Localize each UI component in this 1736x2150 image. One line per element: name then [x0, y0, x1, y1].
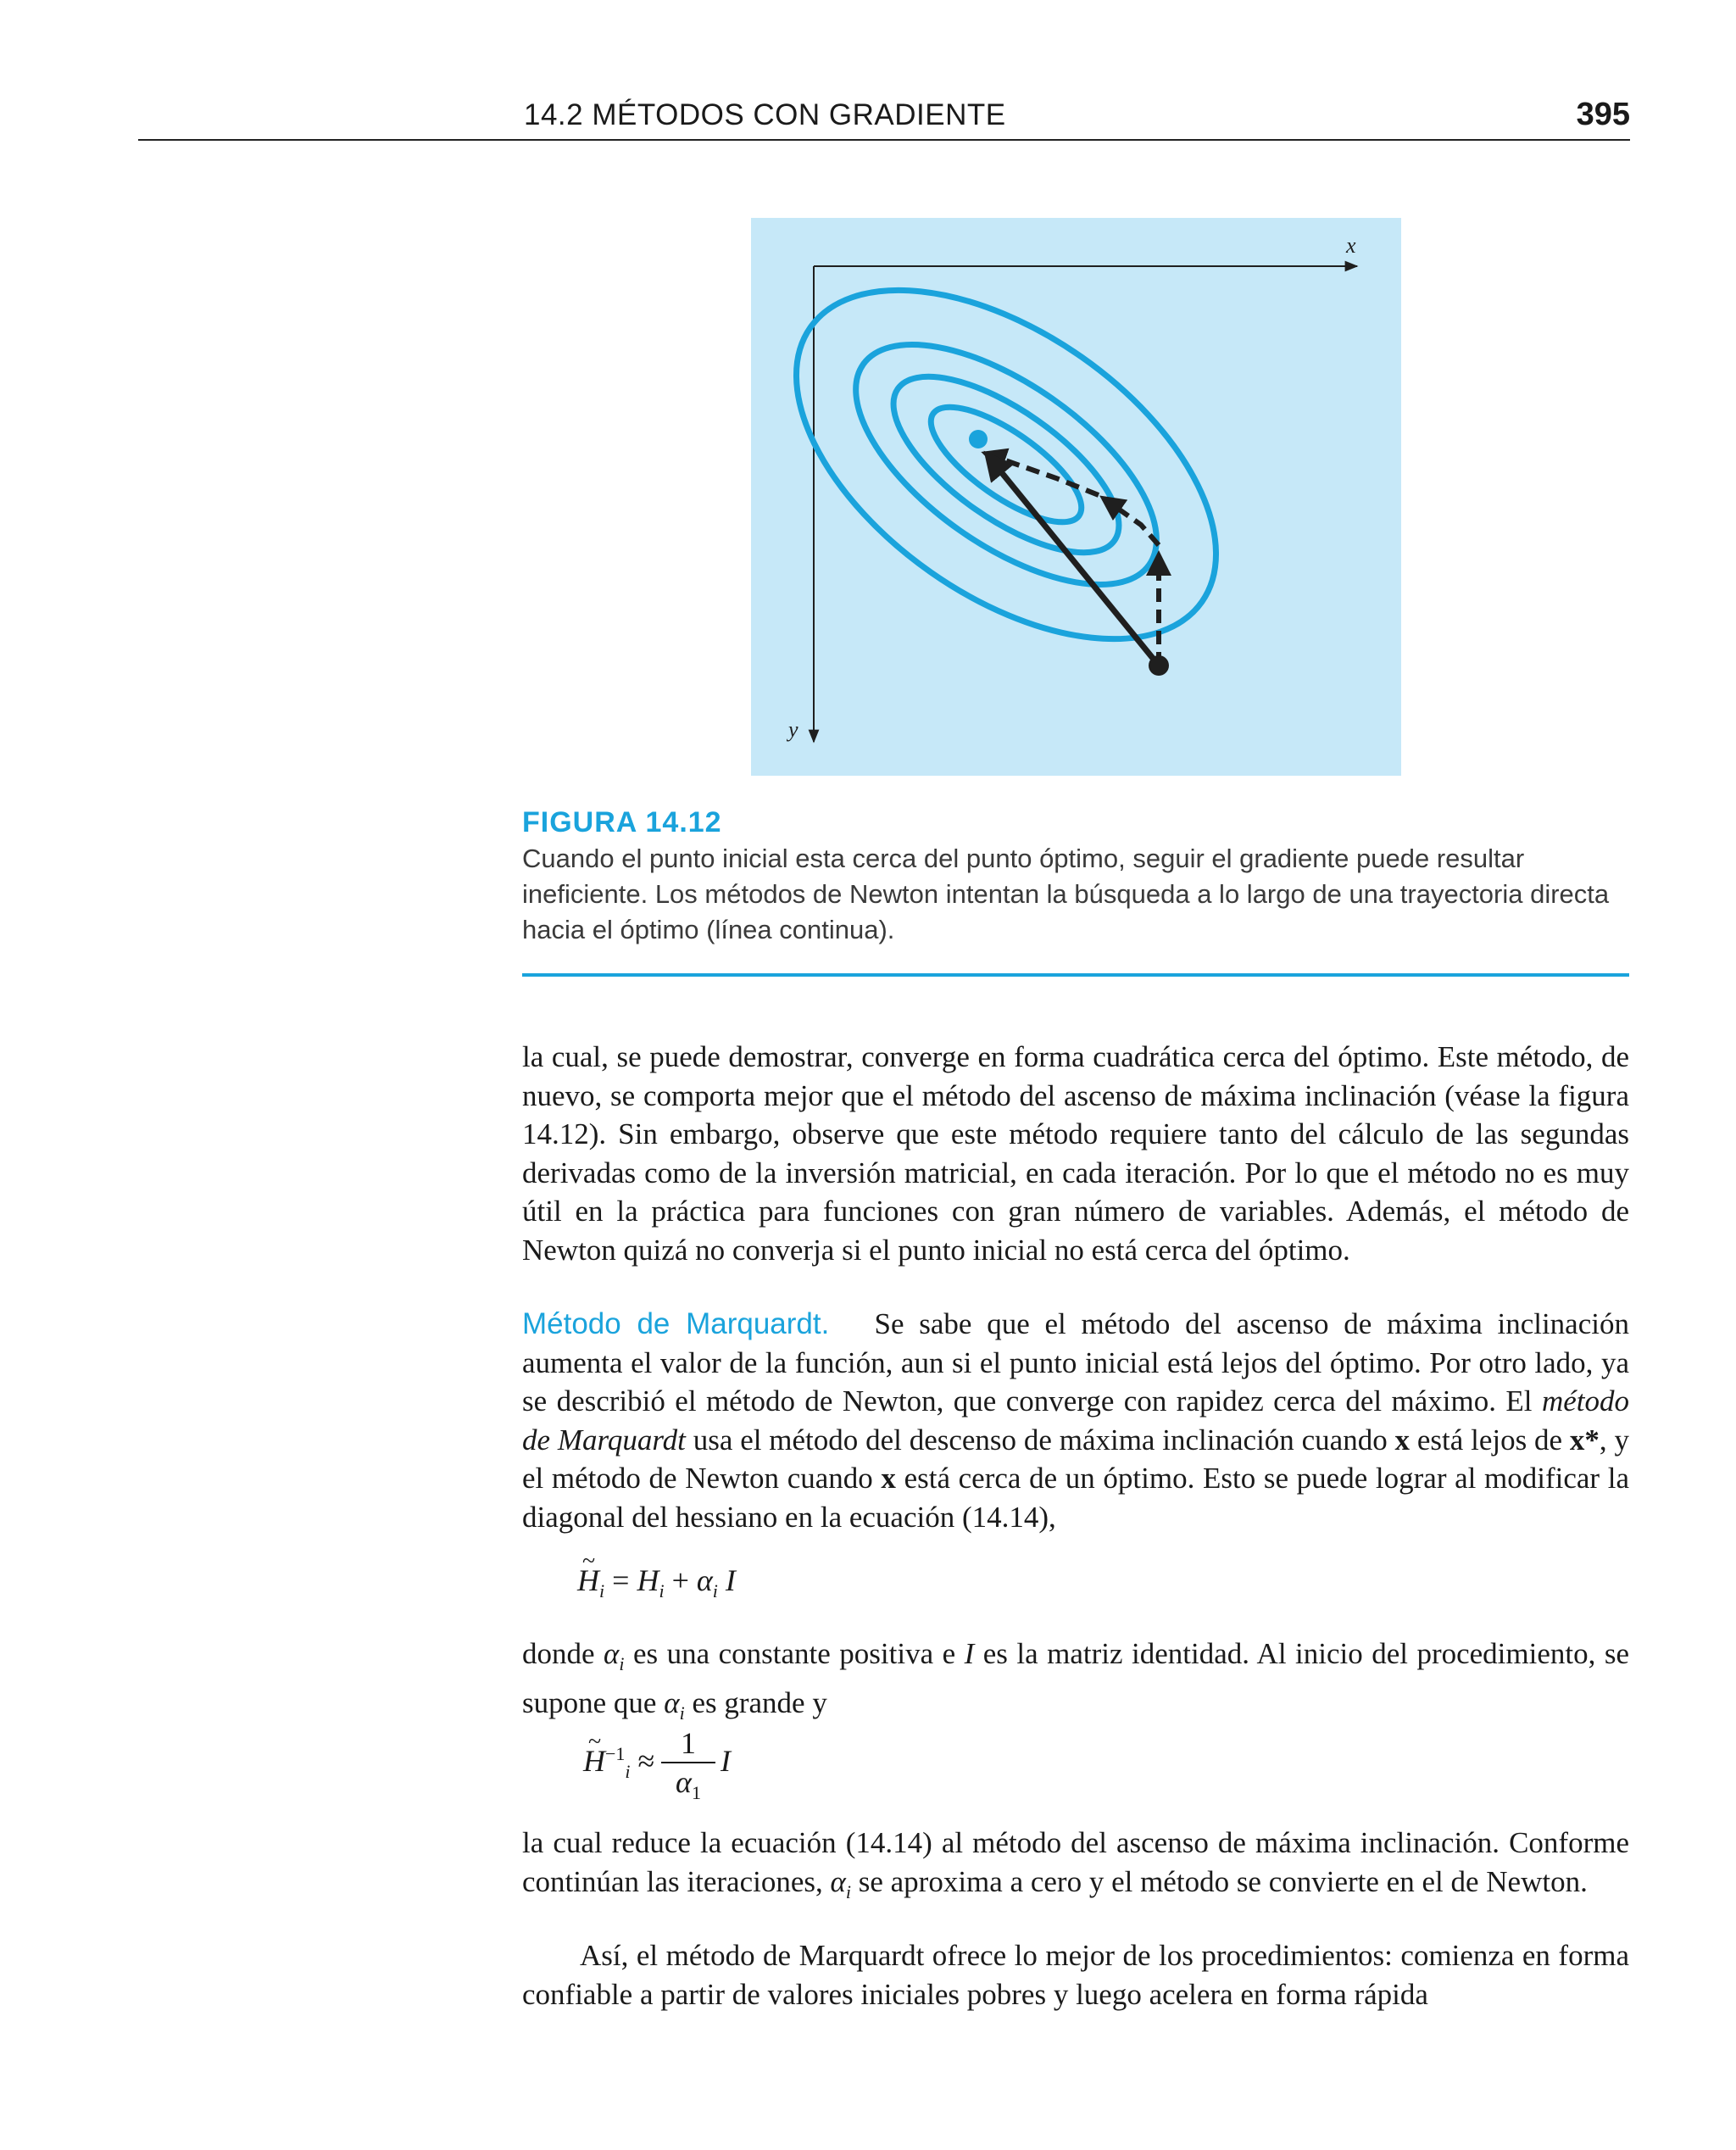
- text-run: , y el método de Newton cuando: [522, 1423, 1629, 1495]
- subscript: i: [599, 1580, 605, 1602]
- denominator: [661, 1765, 715, 1810]
- approx-sign: ≈: [630, 1744, 655, 1778]
- text-run: está cerca de un óptimo. Esto se puede lograr al modificar la diagonal del hessiano en la ecuación (14.14),: [522, 1462, 1629, 1534]
- figure-caption: [522, 805, 1629, 948]
- paragraph-5: Así, el método de Marquardt ofrece lo mejor de los procedimientos: comienza en forma confiable a partir de valores iniciales pobres y luego acelera en forma rápida: [522, 1939, 1629, 2011]
- h-tilde: ~ H: [583, 1744, 605, 1778]
- alpha-symbol: α: [830, 1864, 846, 1898]
- marquardt-heading: Método de Marquardt.: [522, 1307, 830, 1340]
- identity-symbol: I: [725, 1563, 736, 1597]
- bold-vector: x: [881, 1462, 896, 1495]
- bold-vector: x*: [1569, 1423, 1600, 1457]
- section-title-header: 14.2 MÉTODOS CON GRADIENTE: [524, 98, 1006, 131]
- paragraph-marquardt: [522, 1305, 1629, 1536]
- y-axis-label: y: [788, 717, 798, 742]
- subscript: i: [625, 1761, 631, 1783]
- initial-point: [1149, 655, 1169, 676]
- figure-label: FIGURA 14.12: [522, 806, 722, 838]
- fraction-bar: [661, 1762, 715, 1763]
- alpha-symbol: α: [604, 1637, 620, 1670]
- eq-sign: =: [604, 1563, 637, 1597]
- text-run: Se sabe que el método del ascenso de máxima inclinación aumenta el valor de la función, aun si el punto inicial está lejos del óptimo. Por otro lado, ya se describió el método de Newton, que converge con rapidez cerca del máximo. El: [522, 1307, 1629, 1418]
- alpha-symbol: α: [696, 1563, 713, 1597]
- h-symbol: H: [637, 1563, 659, 1597]
- identity-symbol: I: [964, 1637, 975, 1670]
- numerator: 1: [681, 1726, 696, 1760]
- contour-2: [867, 344, 1146, 585]
- running-head: [138, 93, 1630, 141]
- text-run: se aproxima a cero y el método se convierte en el de Newton.: [850, 1864, 1588, 1898]
- alpha-symbol: α: [664, 1685, 680, 1719]
- text-run: es la matriz identidad. Al inicio del procedimiento, se supone que: [522, 1637, 1629, 1719]
- text-run: usa el método del descenso de máxima inclinación cuando: [685, 1423, 1395, 1457]
- contour-3: [817, 298, 1195, 631]
- superscript: −1: [605, 1743, 626, 1764]
- fraction: [661, 1726, 715, 1810]
- text-run: es una constante positiva e: [624, 1637, 965, 1670]
- paragraph-4: [522, 1824, 1629, 1911]
- text-run: está lejos de: [1410, 1423, 1570, 1457]
- text-run: la cual reduce la ecuación (14.14) al método del ascenso de máxima inclinación. Conforme continúan las iteraciones,: [522, 1826, 1629, 1898]
- subscript: i: [679, 1702, 685, 1724]
- page-number: 395: [1576, 97, 1630, 132]
- alpha-symbol: α: [676, 1765, 692, 1799]
- subscript: i: [659, 1580, 665, 1602]
- plus-sign: +: [664, 1563, 697, 1597]
- caption-rule: [522, 973, 1629, 977]
- figure-14-12: [751, 218, 1401, 776]
- paragraph-3: [522, 1635, 1629, 1732]
- figure-caption-text: Cuando el punto inicial esta cerca del punto óptimo, seguir el gradiente puede resultar ineficiente. Los métodos de Newton intentan la búsqueda a lo largo de una trayectoria directa hacia el óptimo (línea continua).: [522, 844, 1610, 944]
- text-run: donde: [522, 1637, 604, 1670]
- italic-term: método de Marquardt: [522, 1384, 1629, 1457]
- subscript: i: [845, 1880, 851, 1902]
- text-run: es grande y: [684, 1685, 827, 1719]
- identity-symbol: I: [721, 1744, 731, 1778]
- equation-modified-hessian: [577, 1562, 736, 1602]
- bold-vector: x: [1394, 1423, 1410, 1457]
- subscript: i: [619, 1653, 625, 1674]
- h-tilde: ~ H: [577, 1563, 599, 1597]
- paragraph-1: la cual, se puede demostrar, converge en forma cuadrática cerca del óptimo. Este método, de nuevo, se comporta mejor que el método del ascenso de máxima inclinación (véase la figura 14.12). Sin embargo, observe que este método requiere tanto del cálculo de las segundas derivadas como de la inversión matricial, en cada iteración. Por lo que el método no es muy útil en la práctica para funciones con gran número de variables. Además, el método de Newton quizá no converja si el punto inicial no está cerca del óptimo.: [522, 1040, 1629, 1267]
- optimum-point: [969, 430, 988, 448]
- eq2-lhs: [583, 1743, 654, 1783]
- x-axis-label: x: [1346, 233, 1356, 258]
- contour-diagram: [751, 218, 1401, 776]
- subscript: 1: [691, 1782, 701, 1804]
- subscript: i: [712, 1580, 718, 1602]
